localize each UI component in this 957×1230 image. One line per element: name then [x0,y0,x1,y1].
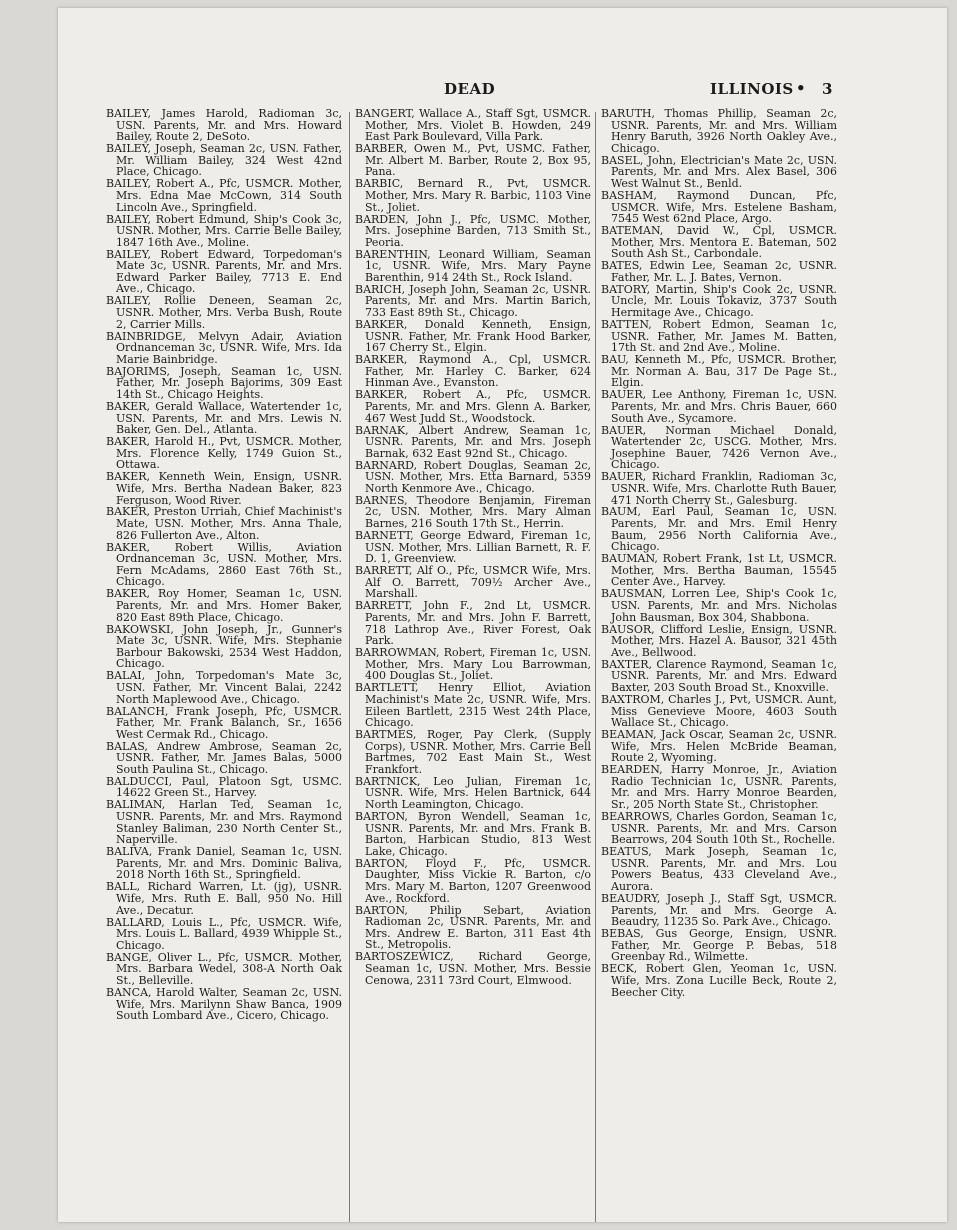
casualty-entry: BATTEN, Robert Edmon, Seaman 1c, USNR. Father, Mr. James M. Batten, 17th St. and 2nd Ave., Moline. [601,318,837,355]
casualty-entry: BAKER, Gerald Wallace, Watertender 1c, USN. Parents, Mr. and Mrs. Lewis N. Baker, Gen. Del., Atlanta. [106,399,342,437]
casualty-entry: BARTLETT, Henry Elliot, Aviation Machinist's Mate 2c, USNR. Wife, Mrs. Eileen Bartlett, 2315 West 24th Place, Chicago. [355,681,591,730]
bullet-icon: • [796,79,807,97]
casualty-entry: BALDUCCI, Paul, Platoon Sgt, USMC. 14622 Green St., Harvey. [106,774,342,800]
casualty-entry: BARENTHIN, Leonard William, Seaman 1c, USNR. Wife, Mrs. Mary Payne Barenthin, 914 24th St., Rock Island. [355,247,591,284]
column-2 [355,108,591,987]
casualty-entry: BALIMAN, Harlan Ted, Seaman 1c, USNR. Parents, Mr. and Mrs. Raymond Stanley Baliman, 230 North Center St., Naperville. [106,798,342,847]
casualty-entry: BALAS, Andrew Ambrose, Seaman 2c, USNR. Father, Mr. James Balas, 5000 South Paulina St., Chicago. [106,739,342,776]
casualty-entry: BAUM, Earl Paul, Seaman 1c, USN. Parents, Mr. and Mrs. Emil Henry Baum, 2956 North California Ave., Chicago. [601,505,837,554]
state-title: ILLINOIS [710,80,794,98]
casualty-entry: BAU, Kenneth M., Pfc, USMCR. Brother, Mr. Norman A. Bau, 317 De Page St., Elgin. [601,353,837,390]
casualty-entry: BALLARD, Louis L., Pfc, USMCR. Wife, Mrs. Louis L. Ballard, 4939 Whipple St., Chicago. [106,915,342,952]
casualty-entry: BAKER, Roy Homer, Seaman 1c, USN. Parents, Mr. and Mrs. Homer Baker, 820 East 89th Place, Chicago. [106,587,342,624]
casualty-entry: BARRETT, John F., 2nd Lt, USMCR. Parents, Mr. and Mrs. John F. Barrett, 718 Lathrop Ave., River Forest, Oak Park. [355,599,591,648]
document-page [58,8,947,1222]
casualty-entry: BALIVA, Frank Daniel, Seaman 1c, USN. Parents, Mr. and Mrs. Dominic Baliva, 2018 North 16th St., Springfield. [106,845,342,882]
casualty-entry: BARNETT, George Edward, Fireman 1c, USN. Mother, Mrs. Lillian Barnett, R. F. D. 1, Greenview. [355,529,591,566]
casualty-entry: BAILEY, Rollie Deneen, Seaman 2c, USNR. Mother, Mrs. Verba Bush, Route 2, Carrier Mills. [106,294,342,331]
casualty-entry: BARUTH, Thomas Phillip, Seaman 2c, USNR. Parents, Mr. and Mrs. William Henry Baruth, 3926 North Oakley Ave., Chicago. [601,107,837,155]
column-3 [601,108,837,999]
casualty-entry: BAUER, Richard Franklin, Radioman 3c, USNR. Wife, Mrs. Charlotte Ruth Bauer, 471 North Cherry St., Galesburg. [601,470,837,507]
casualty-entry: BARNES, Theodore Benjamin, Fireman 2c, USN. Mother, Mrs. Mary Alman Barnes, 216 South 17th St., Herrin. [355,493,591,531]
casualty-entry: BARICH, Joseph John, Seaman 2c, USNR. Parents, Mr. and Mrs. Martin Barich, 733 East 89th St., Chicago. [355,282,591,320]
casualty-entry: BEARROWS, Charles Gordon, Seaman 1c, USNR. Parents, Mr. and Mrs. Carson Bearrows, 204 South 10th St., Rochelle. [601,810,837,847]
casualty-entry: BALANCH, Frank Joseph, Pfc, USMCR. Father, Mr. Frank Balanch, Sr., 1656 West Cermak Rd., Chicago. [106,704,342,741]
section-title: DEAD [444,80,496,98]
casualty-entry: BAUER, Lee Anthony, Fireman 1c, USN. Parents, Mr. and Mrs. Chris Bauer, 660 South Ave., Sycamore. [601,388,837,425]
casualty-entry: BATEMAN, David W., Cpl, USMCR. Mother, Mrs. Mentora E. Bateman, 502 South Ash St., Carbondale. [601,224,837,261]
casualty-entry: BECK, Robert Glen, Yeoman 1c, USN. Wife, Mrs. Zona Lucille Beck, Route 2, Beecher City. [601,962,837,999]
casualty-entry: BARTMES, Roger, Pay Clerk, (Supply Corps), USNR. Mother, Mrs. Carrie Bell Bartmes, 702 East Main St., West Frankfort. [355,728,591,776]
casualty-entry: BARKER, Robert A., Pfc, USMCR. Parents, Mr. and Mrs. Glenn A. Barker, 467 West Judd St., Woodstock. [355,388,591,425]
casualty-entry: BASEL, John, Electrician's Mate 2c, USN. Parents, Mr. and Mrs. Alex Basel, 306 West Walnut St., Benld. [601,153,837,190]
casualty-entry: BAINBRIDGE, Melvyn Adair, Aviation Ordnanceman 3c, USNR. Wife, Mrs. Ida Marie Bainbridge. [106,329,342,366]
casualty-entry: BARKER, Donald Kenneth, Ensign, USNR. Father, Mr. Frank Hood Barker, 167 Cherry St., Elgin. [355,318,591,355]
page-header [58,80,947,102]
casualty-entry: BAKER, Robert Willis, Aviation Ordnanceman 3c, USN. Mother, Mrs. Fern McAdams, 2860 East 76th St., Chicago. [106,540,342,589]
casualty-entry: BAUER, Norman Michael Donald, Watertender 2c, USCG. Mother, Mrs. Josephine Bauer, 7426 Vernon Ave., Chicago. [601,423,837,472]
casualty-entry: BALL, Richard Warren, Lt. (jg), USNR. Wife, Mrs. Ruth E. Ball, 950 No. Hill Ave., Decatur. [106,880,342,917]
casualty-entry: BARRETT, Alf O., Pfc, USMCR Wife, Mrs. Alf O. Barrett, 709½ Archer Ave., Marshall. [355,564,591,601]
casualty-entry: BARNAK, Albert Andrew, Seaman 1c, USNR. Parents, Mr. and Mrs. Joseph Barnak, 632 East 92nd St., Chicago. [355,423,591,460]
casualty-entry: BATES, Edwin Lee, Seaman 2c, USNR. Father, Mr. L. J. Bates, Vernon. [601,259,837,284]
casualty-entry: BEAMAN, Jack Oscar, Seaman 2c, USNR. Wife, Mrs. Helen McBride Beaman, Route 2, Wyoming. [601,728,837,765]
casualty-entry: BARTON, Philip Sebart, Aviation Radioman 2c, USNR. Parents, Mr. and Mrs. Andrew E. Barton, 311 East 4th St., Metropolis. [355,903,591,952]
casualty-entry: BASHAM, Raymond Duncan, Pfc, USMCR. Wife, Mrs. Estelene Basham, 7545 West 62nd Place, Argo. [601,188,837,226]
casualty-entry: BEARDEN, Harry Monroe, Jr., Aviation Radio Technician 1c, USNR. Parents, Mr. and Mrs. Harry Monroe Bearden, Sr., 205 North State St., Christopher. [601,763,837,812]
casualty-entry: BARNARD, Robert Douglas, Seaman 2c, USN. Mother, Mrs. Etta Barnard, 5359 North Kenmore Ave., Chicago. [355,458,591,495]
casualty-entry: BANGERT, Wallace A., Staff Sgt, USMCR. Mother, Mrs. Violet B. Howden, 249 East Park Boulevard, Villa Park. [355,107,591,144]
page-number: 3 [822,80,833,98]
casualty-entry: BAILEY, Robert Edward, Torpedoman's Mate 3c, USNR. Parents, Mr. and Mrs. Edward Parker Bailey, 7713 E. End Ave., Chicago. [106,247,342,296]
casualty-entry: BAKER, Harold H., Pvt, USMCR. Mother, Mrs. Florence Kelly, 1749 Guion St., Ottawa. [106,435,342,472]
casualty-entry: BAILEY, James Harold, Radioman 3c, USN. Parents, Mr. and Mrs. Howard Bailey, Route 2, DeSoto. [106,107,342,144]
casualty-entry: BANCA, Harold Walter, Seaman 2c, USN. Wife, Mrs. Marilynn Shaw Banca, 1909 South Lombard Ave., Cicero, Chicago. [106,985,342,1023]
casualty-entry: BARTNICK, Leo Julian, Fireman 1c, USNR. Wife, Mrs. Helen Bartnick, 644 North Leamington, Chicago. [355,774,591,812]
casualty-entry: BANGE, Oliver L., Pfc, USMCR. Mother, Mrs. Barbara Wedel, 308-A North Oak St., Belleville. [106,950,342,987]
casualty-entry: BEATUS, Mark Joseph, Seaman 1c, USNR. Parents, Mr. and Mrs. Lou Powers Beatus, 433 Cleveland Ave., Aurora. [601,845,837,893]
casualty-entry: BARROWMAN, Robert, Fireman 1c, USN. Mother, Mrs. Mary Lou Barrowman, 400 Douglas St., Joliet. [355,646,591,683]
casualty-entry: BAXTER, Clarence Raymond, Seaman 1c, USNR. Parents, Mr. and Mrs. Edward Baxter, 203 South Broad St., Knoxville. [601,657,837,694]
casualty-entry: BARTON, Byron Wendell, Seaman 1c, USNR. Parents, Mr. and Mrs. Frank B. Barton, Harbican Studio, 813 West Lake, Chicago. [355,810,591,858]
column-1 [106,108,342,1022]
casualty-entry: BAILEY, Joseph, Seaman 2c, USN. Father, Mr. William Bailey, 324 West 42nd Place, Chicago. [106,142,342,179]
casualty-entry: BEAUDRY, Joseph J., Staff Sgt, USMCR. Parents, Mr. and Mrs. George A. Beaudry, 11235 So. Park Ave., Chicago. [601,891,837,929]
casualty-entry: BALAI, John, Torpedoman's Mate 3c, USN. Father, Mr. Vincent Balai, 2242 North Maplewood Ave., Chicago. [106,669,342,706]
casualty-entry: BAILEY, Robert Edmund, Ship's Cook 3c, USNR. Mother, Mrs. Carrie Belle Bailey, 1847 16th Ave., Moline. [106,212,342,249]
casualty-entry: BAUSMAN, Lorren Lee, Ship's Cook 1c, USN. Parents, Mr. and Mrs. Nicholas John Bausman, Box 304, Shabbona. [601,587,837,624]
casualty-entry: BAKOWSKI, John Joseph, Jr., Gunner's Mate 3c, USNR. Wife, Mrs. Stephanie Barbour Bakowski, 2534 West Haddon, Chicago. [106,622,342,671]
casualty-entry: BAUSOR, Clifford Leslie, Ensign, USNR. Mother, Mrs. Hazel A. Bausor, 321 45th Ave., Bellwood. [601,622,837,659]
casualty-entry: BAXTROM, Charles J., Pvt, USMCR. Aunt, Miss Genevieve Moore, 4603 South Wallace St., Chicago. [601,692,837,730]
casualty-entry: BAILEY, Robert A., Pfc, USMCR. Mother, Mrs. Edna Mae McCown, 314 South Lincoln Ave., Springfield. [106,177,342,214]
casualty-entry: BARTON, Floyd F., Pfc, USMCR. Daughter, Miss Vickie R. Barton, c/o Mrs. Mary M. Barton, 1207 Greenwood Ave., Rockford. [355,856,591,905]
casualty-entry: BARDEN, John J., Pfc, USMC. Mother, Mrs. Josephine Barden, 713 Smith St., Peoria. [355,212,591,249]
casualty-entry: BARBIC, Bernard R., Pvt, USMCR. Mother, Mrs. Mary R. Barbic, 1103 Vine St., Joliet. [355,177,591,214]
casualty-entry: BAKER, Preston Urriah, Chief Machinist's Mate, USN. Mother, Mrs. Anna Thale, 826 Fullerton Ave., Alton. [106,505,342,542]
column-divider [595,112,596,1222]
casualty-entry: BARBER, Owen M., Pvt, USMC. Father, Mr. Albert M. Barber, Route 2, Box 95, Pana. [355,142,591,179]
casualty-entry: BAUMAN, Robert Frank, 1st Lt, USMCR. Mother, Mrs. Bertha Bauman, 15545 Center Ave., Harvey. [601,552,837,589]
column-divider [349,112,350,1222]
casualty-entry: BARTOSZEWICZ, Richard George, Seaman 1c, USN. Mother, Mrs. Bessie Cenowa, 2311 73rd Court, Elmwood. [355,950,591,987]
casualty-entry: BARKER, Raymond A., Cpl, USMCR. Father, Mr. Harley C. Barker, 624 Hinman Ave., Evanston. [355,353,591,390]
casualty-entry: BAKER, Kenneth Wein, Ensign, USNR. Wife, Mrs. Bertha Nadean Baker, 823 Ferguson, Wood River. [106,470,342,507]
casualty-entry: BEBAS, Gus George, Ensign, USNR. Father, Mr. George P. Bebas, 518 Greenbay Rd., Wilmette. [601,927,837,964]
casualty-entry: BAJORIMS, Joseph, Seaman 1c, USN. Father, Mr. Joseph Bajorims, 309 East 14th St., Chicago Heights. [106,364,342,401]
casualty-entry: BATORY, Martin, Ship's Cook 2c, USNR. Uncle, Mr. Louis Tokaviz, 3737 South Hermitage Ave., Chicago. [601,282,837,320]
